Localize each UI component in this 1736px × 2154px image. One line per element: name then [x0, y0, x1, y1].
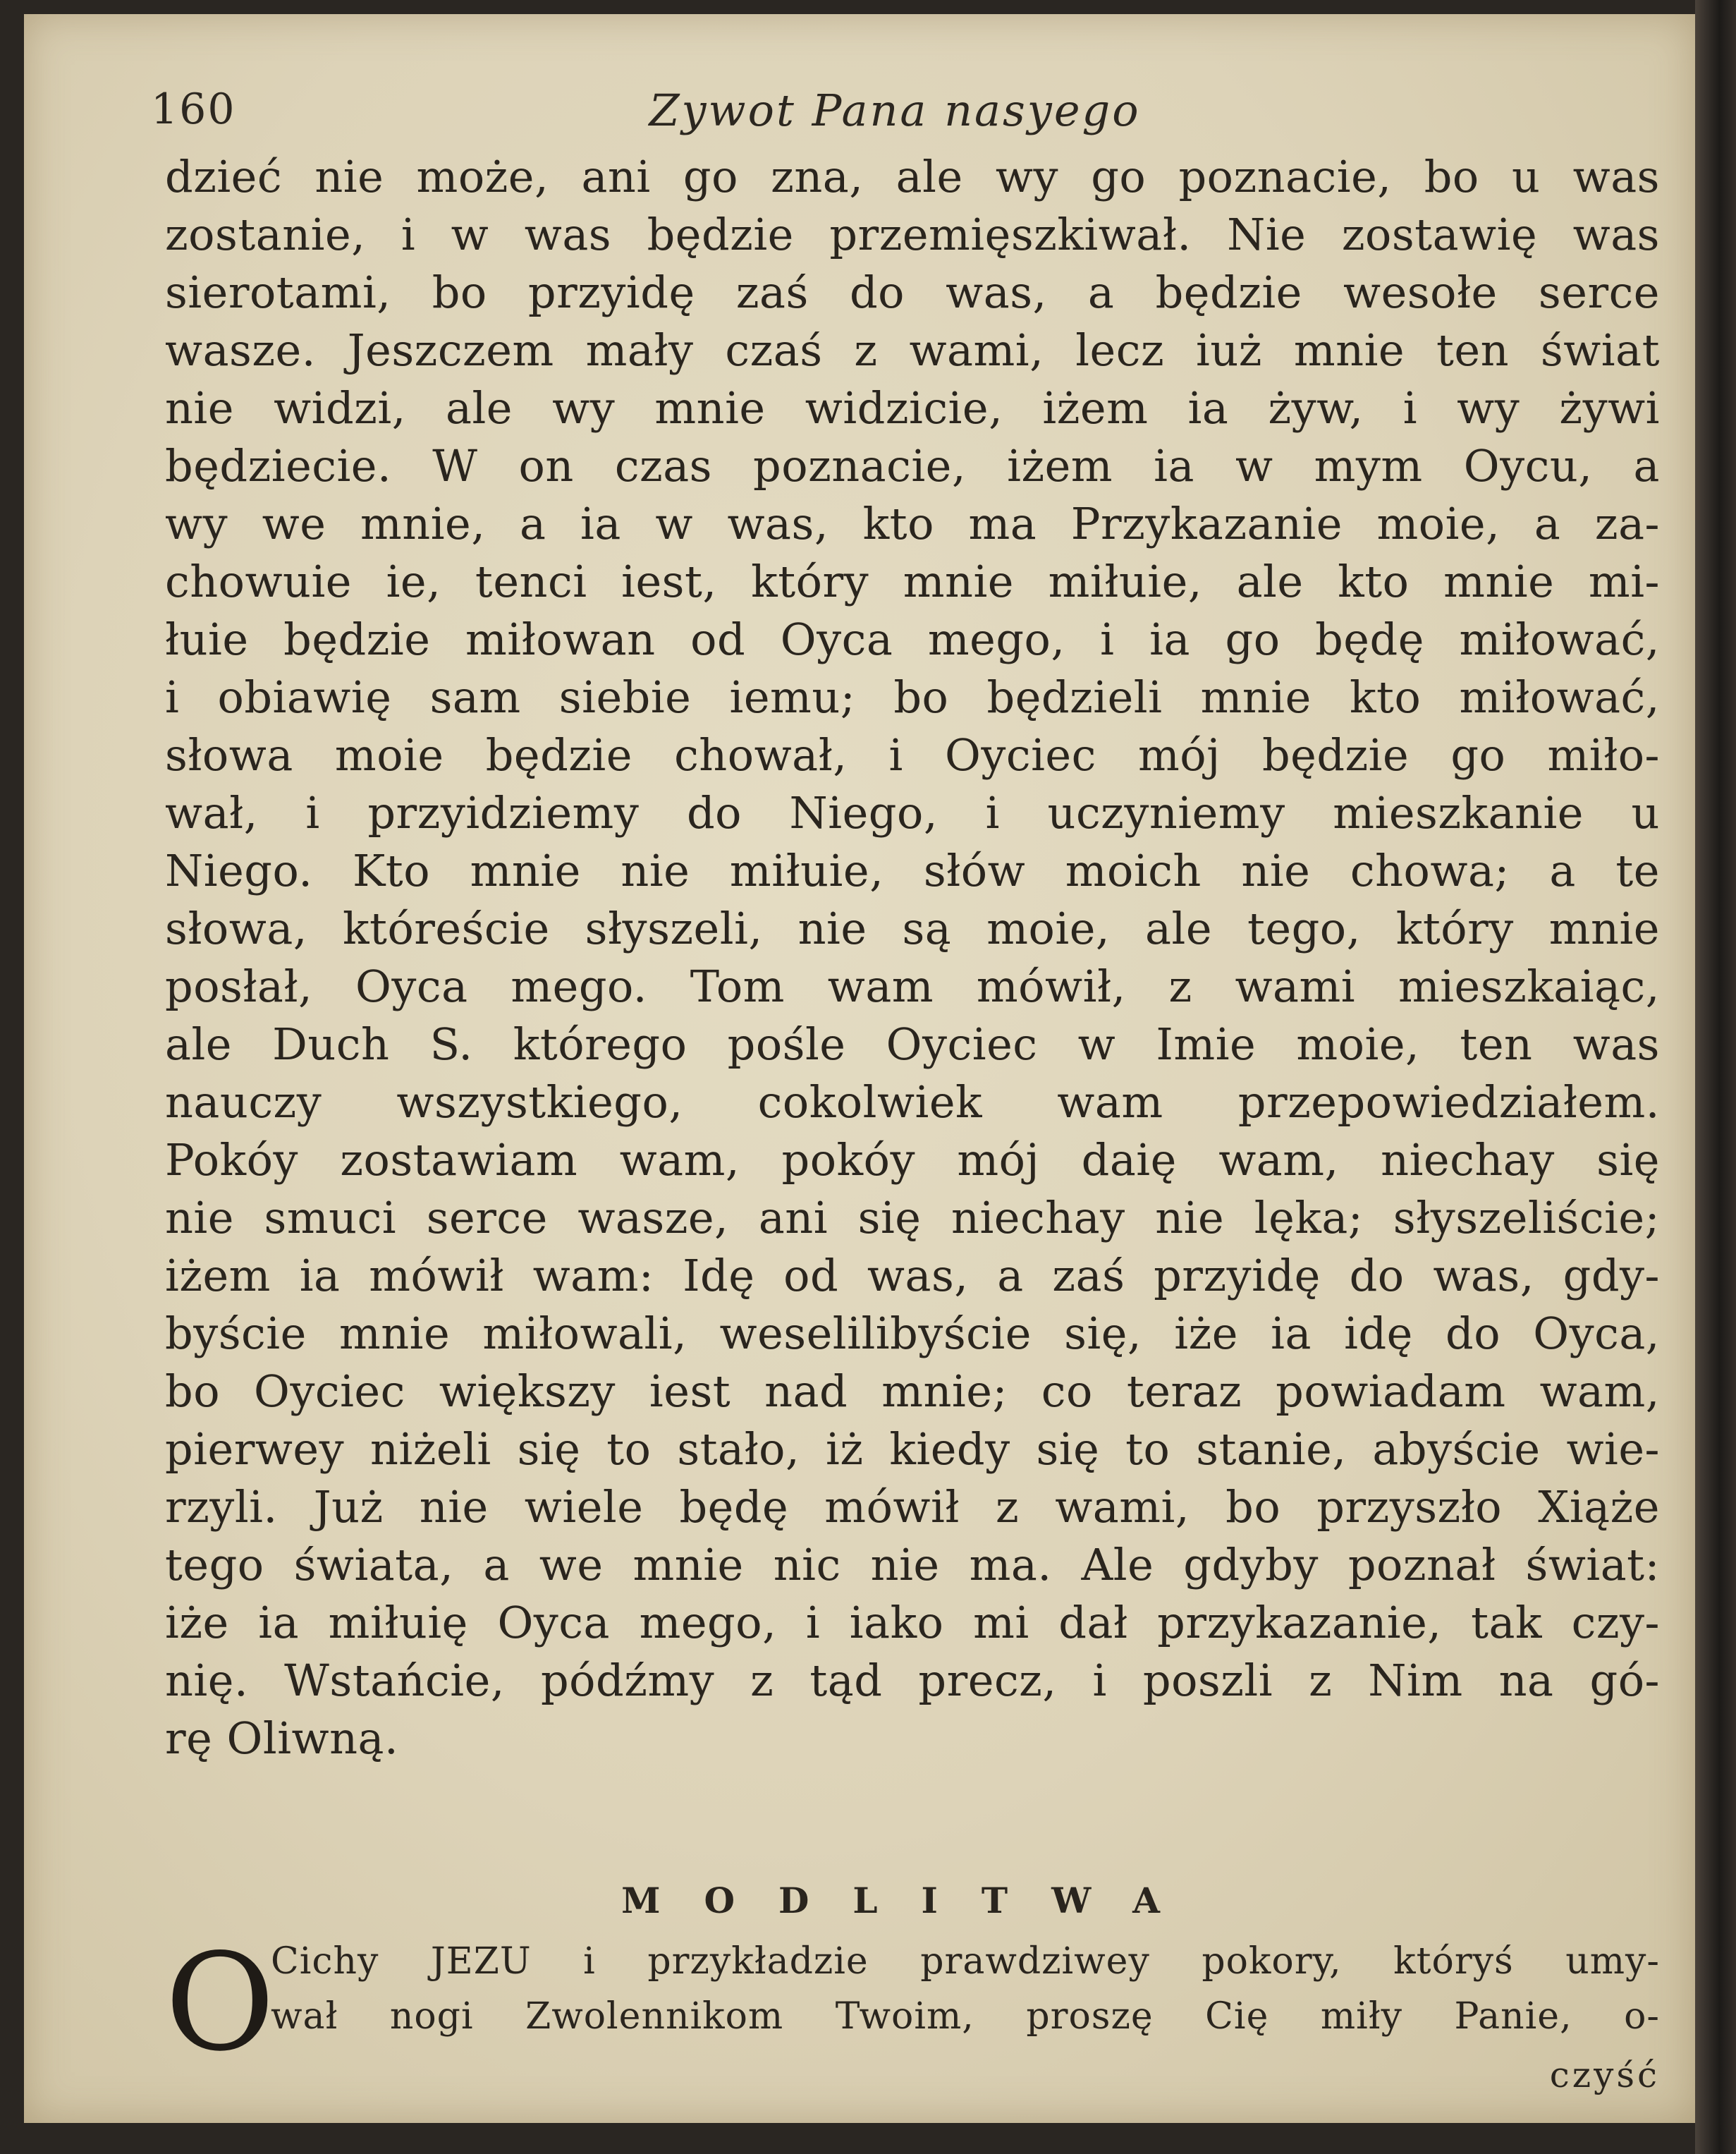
- page-header: [151, 85, 1639, 148]
- body-text: [165, 148, 1660, 1767]
- text-line: chowuie ie, tenci iest, który mnie miłuie, ale kto mnie mi-: [165, 556, 1660, 607]
- text-line: nię. Wstańcie, pódźmy z tąd precz, i poszli z Nim na gó-: [165, 1655, 1660, 1706]
- text-line: słowa moie będzie chował, i Oyciec mój będzie go miło-: [165, 729, 1660, 781]
- book-page: [24, 14, 1695, 2123]
- prayer-block: [165, 1925, 1660, 2123]
- text-line: pierwey niżeli się to stało, iż kiedy się to stanie, abyście wie-: [165, 1423, 1660, 1475]
- book-spine: [1695, 0, 1736, 2154]
- text-line: łuie będzie miłowan od Oyca mego, i ia go będę miłować,: [165, 614, 1660, 665]
- text-line: tego świata, a we mnie nic nie ma. Ale gdyby poznał świat:: [165, 1539, 1660, 1590]
- text-line: rę Oliwną.: [165, 1712, 399, 1764]
- text-line: wasze. Jeszczem mały czaś z wami, lecz iuż mnie ten świat: [165, 324, 1660, 376]
- text-line: Niego. Kto mnie nie miłuie, słów moich nie chowa; a te: [165, 845, 1660, 896]
- text-line: i obiawię sam siebie iemu; bo będzieli mnie kto miłować,: [165, 671, 1660, 723]
- text-line: Pokóy zostawiam wam, pokóy mój daię wam, niechay się: [165, 1134, 1660, 1186]
- text-line: wał, i przyidziemy do Niego, i uczyniemy mieszkanie u: [165, 787, 1660, 839]
- prayer-line: wał nogi Zwolennikom Twoim, proszę Cię miły Panie, o-: [271, 1995, 1660, 2038]
- text-line: bo Oyciec większy iest nad mnie; co teraz powiadam wam,: [165, 1365, 1660, 1417]
- running-title: Zywot Pana nasyego: [649, 85, 1141, 136]
- text-line: ale Duch S. którego pośle Oyciec w Imie moie, ten was: [165, 1018, 1660, 1070]
- catchword: czyść: [1549, 2055, 1660, 2095]
- text-line: iże ia miłuię Oyca mego, i iako mi dał przykazanie, tak czy-: [165, 1597, 1660, 1648]
- text-line: wy we mnie, a ia w was, kto ma Przykazanie moie, a za-: [165, 498, 1660, 549]
- text-line: nauczy wszystkiego, cokolwiek wam przepowiedziałem.: [165, 1076, 1660, 1128]
- text-line: byście mnie miłowali, weselilibyście się, iże ia idę do Oyca,: [165, 1308, 1660, 1359]
- text-line: sierotami, bo przyidę zaś do was, a będzie wesołe serce: [165, 267, 1660, 318]
- prayer-line: Cichy JEZU i przykładzie prawdziwey pokory, któryś umy-: [271, 1940, 1660, 1983]
- text-line: będziecie. W on czas poznacie, iżem ia w mym Oycu, a: [165, 440, 1660, 492]
- text-line: rzyli. Już nie wiele będę mówił z wami, bo przyszło Xiąże: [165, 1481, 1660, 1533]
- drop-cap: O: [165, 1925, 275, 2081]
- text-line: słowa, któreście słyszeli, nie są moie, ale tego, który mnie: [165, 903, 1660, 954]
- page-number: 160: [151, 85, 236, 134]
- text-line: zostanie, i w was będzie przemięszkiwał. Nie zostawię was: [165, 209, 1660, 260]
- text-line: dzieć nie może, ani go zna, ale wy go poznacie, bo u was: [165, 151, 1660, 202]
- text-line: posłał, Oyca mego. Tom wam mówił, z wami mieszkaiąc,: [165, 961, 1660, 1012]
- text-line: iżem ia mówił wam: Idę od was, a zaś przyidę do was, gdy-: [165, 1250, 1660, 1301]
- prayer-heading: MODLITWA: [621, 1880, 1204, 1921]
- text-line: nie smuci serce wasze, ani się niechay nie lęka; słyszeliście;: [165, 1192, 1660, 1243]
- text-line: nie widzi, ale wy mnie widzicie, iżem ia żyw, i wy żywi: [165, 382, 1660, 434]
